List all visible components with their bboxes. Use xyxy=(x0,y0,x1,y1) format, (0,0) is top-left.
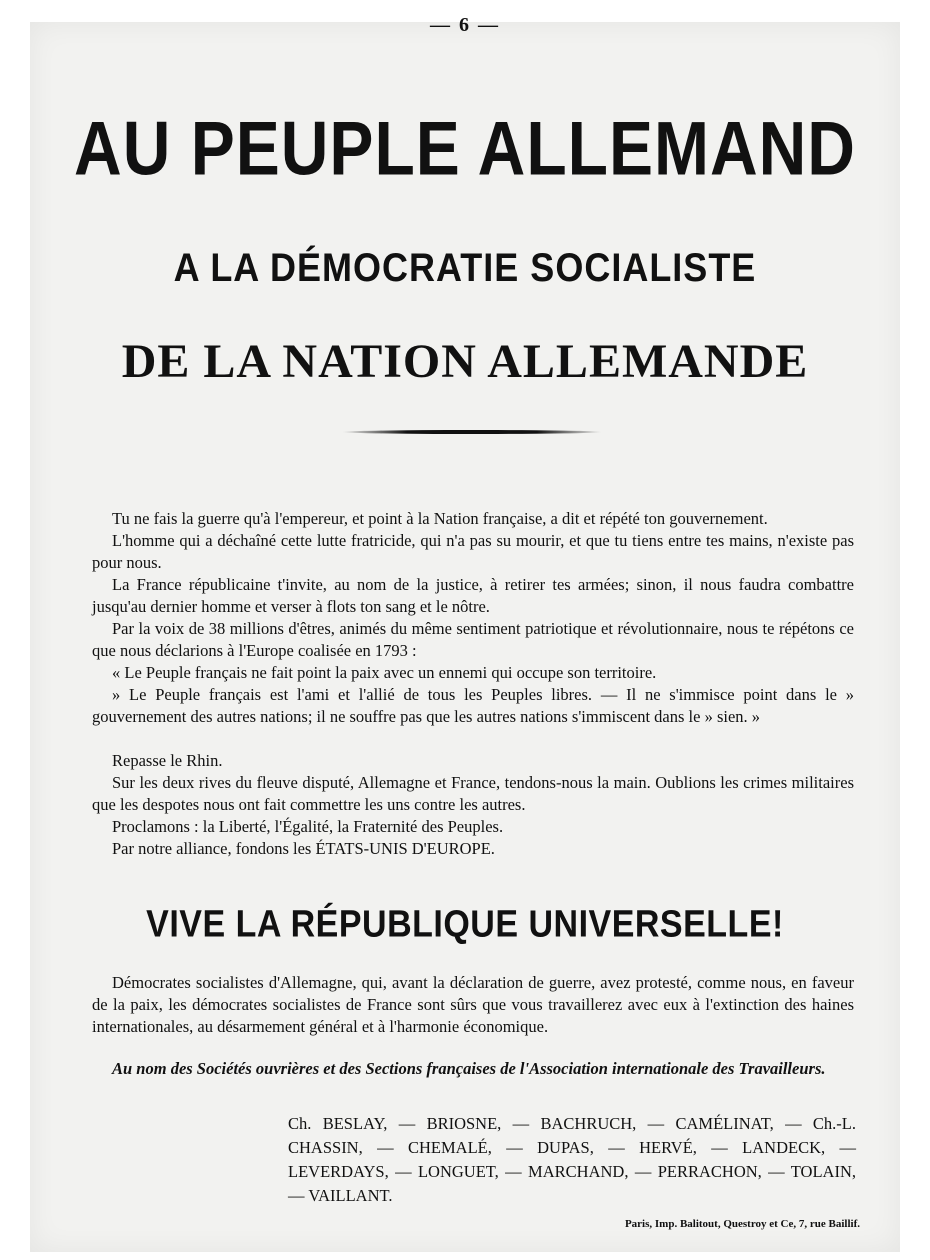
appeal-text: Démocrates socialistes d'Allemagne, qui, avant la déclaration de guerre, avez protesté, comme nous, en faveur de la paix, les démocrates socialistes de France sont sûrs que vous travaillerez avec eux à l'extinction des haines internationales, au désarmement général et à l'harmonie économique. xyxy=(92,973,854,1036)
appeal-paragraph xyxy=(92,972,854,1038)
paragraph: Sur les deux rives du fleuve disputé, Allemagne et France, tendons-nous la main. Oublions les crimes militaires que les despotes nous ont fait commettre les uns contre les autres. xyxy=(92,773,854,814)
paragraph: L'homme qui a déchaîné cette lutte fratricide, qui n'a pas su mourir, et que tu tiens entre tes mains, n'existe pas pour nous. xyxy=(92,531,854,572)
paragraph: Repasse le Rhin. xyxy=(112,751,223,770)
paragraph: Par notre alliance, fondons les ÉTATS-UNIS D'EUROPE. xyxy=(112,839,495,858)
divider-rule xyxy=(342,430,602,434)
paragraph: « Le Peuple français ne fait point la paix avec un ennemi qui occupe son territoire. xyxy=(112,663,657,682)
page-number: — 6 — xyxy=(430,14,500,36)
association-line: Au nom des Sociétés ouvrières et des Sections françaises de l'Association internationale des Travailleurs. xyxy=(112,1059,826,1078)
poster-title: AU PEUPLE ALLEMAND xyxy=(74,105,856,191)
paragraph: Tu ne fais la guerre qu'à l'empereur, et point à la Nation française, a dit et répété ton gouvernement. xyxy=(112,509,768,528)
slogan-heading: VIVE LA RÉPUBLIQUE UNIVERSELLE! xyxy=(146,902,784,946)
paragraph: Proclamons : la Liberté, l'Égalité, la Fraternité des Peuples. xyxy=(112,817,504,836)
paragraph: » Le Peuple français est l'ami et l'allié de tous les Peuples libres. — Il ne s'immisce point dans le » gouvernement des autres nations; il ne souffre pas que les autres nations s'immiscent dans le » sien. » xyxy=(92,685,854,726)
printer-imprint: Paris, Imp. Balitout, Questroy et Ce, 7, rue Baillif. xyxy=(624,1218,860,1230)
poster-subtitle-2: DE LA NATION ALLEMANDE xyxy=(121,335,809,388)
paragraph: Par la voix de 38 millions d'êtres, animés du même sentiment patriotique et révolutionnaire, nous te répétons ce que nous déclarions à l'Europe coalisée en 1793 : xyxy=(92,619,854,660)
paragraph: La France républicaine t'invite, au nom de la justice, à retirer tes armées; sinon, il nous faudra combattre jusqu'au dernier homme et verser à flots ton sang et le nôtre. xyxy=(92,575,854,616)
poster-subtitle-1: A LA DÉMOCRATIE SOCIALISTE xyxy=(173,244,757,290)
proclamation-body xyxy=(92,508,854,860)
signatories-list: Ch. BESLAY, — BRIOSNE, — BACHRUCH, — CAMÉLINAT, — Ch.-L. CHASSIN, — CHEMALÉ, — DUPAS, — HERVÉ, — LANDECK, — LEVERDAYS, — LONGUET, — MARCHAND, — PERRACHON, — TOLAIN, — VAILLANT. xyxy=(288,1114,856,1205)
